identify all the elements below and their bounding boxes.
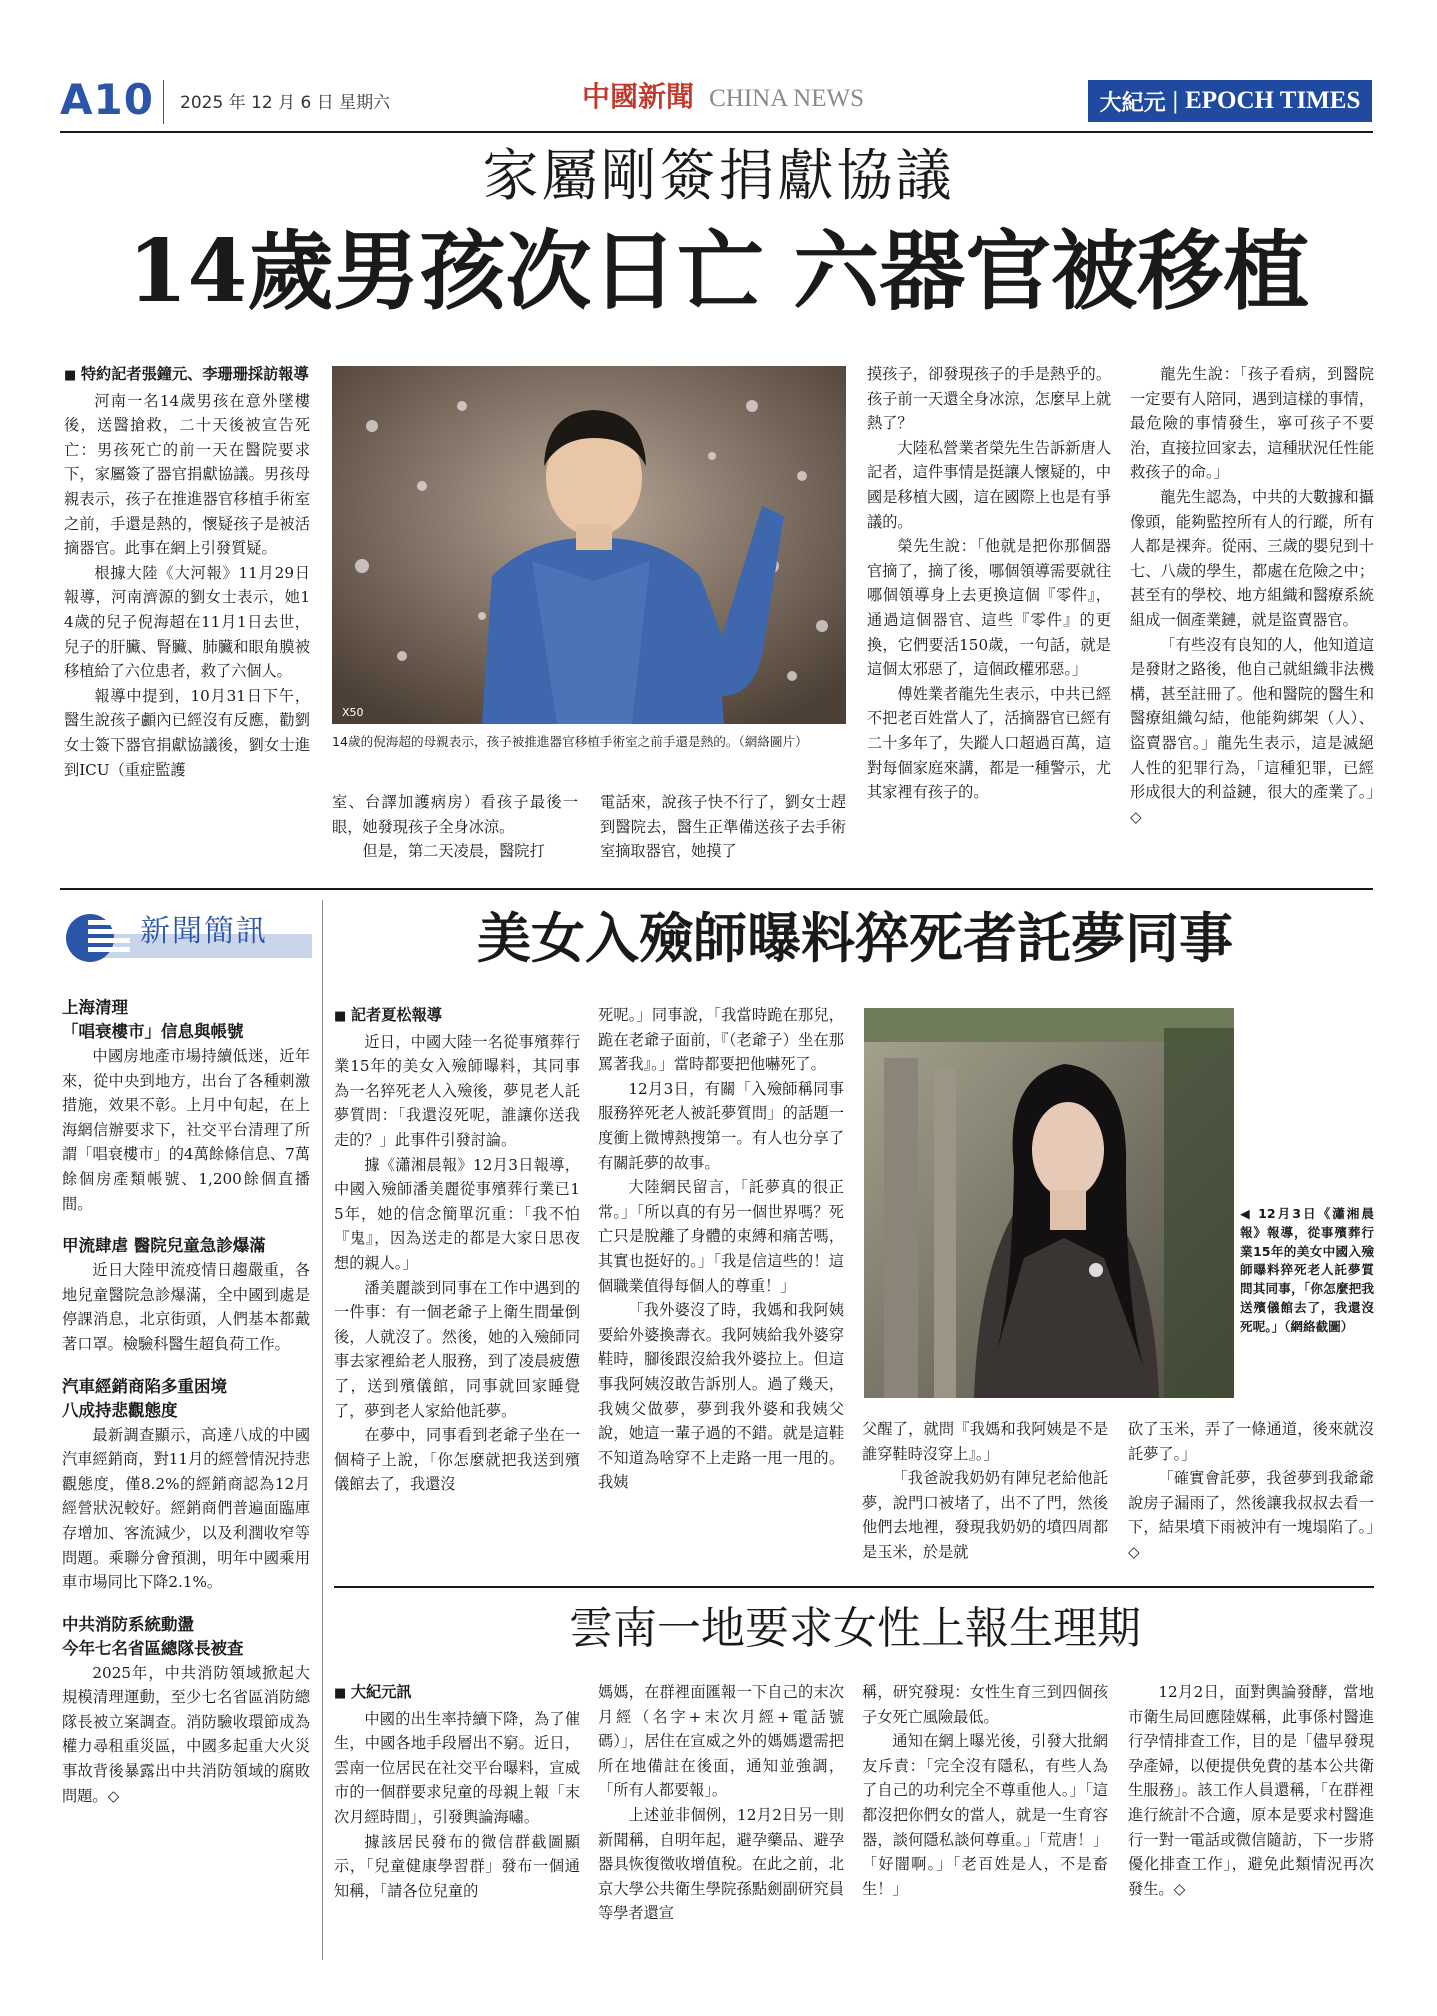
brief-headline: 「唱衰樓市」信息與帳號 [62,1022,244,1041]
story2-paragraph: 據《瀟湘晨報》12月3日報導，中國入殮師潘美麗從事殯葬行業已15年，她的信念簡單沉重：「我不怕『鬼』，因為送走的都是大家日思夜想的親人。」 [334,1155,580,1272]
story2-paragraph: 死呢。」同事說，「我當時跪在那兒，跪在老爺子面前，『（老爺子）坐在那罵著我』。」當時都要把他嚇死了。 [598,1006,844,1074]
brief-body: 最新調查顯示，高達八成的中國汽車經銷商，對11月的經營情況持悲觀態度，僅8.2%的經銷商認為12月經營狀況較好。經銷商們普遍面臨庫存增加、客流減少，以及利潤收窄等問題。乘聯分會預測，明年中國乘用車市場同比下降2.1%。 [62,1425,310,1592]
story2-paragraph: 近日，中國大陸一名從事殯葬行業15年的美女入殮師曝料，其同事為一名猝死老人入殮後，夢見老人託夢質問：「我還沒死呢，誰讓你送我走的？」此事件引發討論。 [334,1032,580,1149]
header-rule [60,131,1373,133]
story2-col1 [334,1003,580,1569]
story2-col4 [1128,1417,1374,1569]
story2-paragraph: 砍了玉米，弄了一條通道，後來就沒託夢了。」 [1128,1420,1374,1463]
story1-paragraph: 河南一名14歲男孩在意外墜樓後，送醫搶救，二十天後被宣告死亡：男孩死亡的前一天在醫院要求下，家屬簽了器官捐獻協議。男孩母親表示，孩子在推進器官移植手術室之前，手還是熱的，懷疑孩子是被活摘器官。此事在網上引發質疑。 [64,391,310,558]
story1-col4 [867,362,1111,878]
story1-col2 [332,790,578,878]
story1-paragraph: 室、台譯加護病房）看孩子最後一眼，她發現孩子全身冰涼。 [332,793,578,836]
story2-col2 [598,1003,844,1569]
story1-paragraph: 榮先生說：「他就是把你那個器官摘了，摘了後，哪個領導需要就往哪個領導身上去更換這個『零件』，通過這個器官、這些『零件』的更換，它們要活150歲，一句話，就是這個太邪惡了，這個政權邪惡。」 [867,537,1111,679]
boy-photo [332,366,846,724]
story1-col3 [600,790,846,878]
logo-cn: 大紀元 [1099,89,1166,116]
story3-paragraph: 通知在網上曝光後，引發大批網友斥責：「完全沒有隱私，有些人為了自己的功利完全不尊重他人。」「這都沒把你們女的當人，就是一生育容器，談何隱私談何尊重。」「荒唐！」「好闇啊。」「老百姓是人，不是畜生！」 [862,1732,1108,1898]
story3-col3 [862,1680,1108,1956]
brief-headline: 今年七名省區總隊長被查 [62,1638,244,1658]
masthead-logo [1088,80,1372,122]
story1-photo-caption: 14歲的倪海超的母親表示，孩子被推進器官移植手術室之前手還是熱的。（網絡圖片） [332,734,808,749]
briefs-title: 新聞簡訊 [140,914,268,949]
brief-body: 2025年，中共消防領域掀起大規模清理運動，至少七名省區消防總隊長被立案調查。消防驗收環節成為權力尋租重災區，中國多起重大火災事故背後暴露出中共消防領域的腐敗問題。◇ [62,1663,310,1805]
story2-paragraph: 在夢中，同事看到老爺子坐在一個椅子上說，「你怎麼就把我送到殯儀館去了，我還沒 [334,1426,580,1494]
story2-paragraph: 「我爸說我奶奶有陣兒老給他託夢，說門口被堵了，出不了門，然後他們去地裡，發現我奶奶的墳四周都是玉米，於是就 [862,1469,1108,1561]
story2-paragraph: 12月3日，有關「入殮師稱同事服務猝死老人被託夢質問」的話題一度衝上微博熱搜第一。有人也分享了有關託夢的故事。 [598,1079,844,1172]
story1-headline: 14歲男孩次日亡 六器官被移植 [127,221,1310,322]
brief-headline: 甲流肆虐 醫院兒童急診爆滿 [62,1236,266,1256]
brief-body: 中國房地產市場持續低迷，近年來，從中央到地方，出台了各種刺激措施，效果不彰。上月中旬起，在上海網信辦要求下，社交平台清理了所謂「唱衰樓市」的4萬餘條信息、7萬餘個房產類帳號、1,200餘個直播間。 [62,1047,310,1213]
story2-col3 [862,1417,1108,1569]
brief-body: 近日大陸甲流疫情日趨嚴重，各地兒童醫院急診爆滿，全中國到處是停課消息，北京街頭，人們基本都戴著口罩。檢驗科醫生超負荷工作。 [62,1261,310,1353]
story1-paragraph: 「有些沒有良知的人，他知道這是發財之路後，他自己就組織非法機構，甚至註冊了。他和醫院的醫生和醫療組織勾結，他能夠綁架（人）、盜賣器官。」龍先生表示，這是滅絕人性的犯罪行為，「這種犯罪，已經形成很大的利益鏈，很大的產業了。」◇ [1130,635,1374,826]
logo-separator: | [1171,88,1180,114]
column-divider [322,900,323,1960]
photo-watermark: X50 [342,706,364,719]
brief-headline: 八成持悲觀態度 [62,1400,178,1420]
story3-paragraph: 媽媽，在群裡面匯報一下自己的末次月經（名字+末次月經+電話號碼）」，居住在宣威之外的媽媽還需把所在地備註在後面，通知並強調，「所有人都要報」。 [598,1683,844,1800]
story1-paragraph: 報導中提到，10月31日下午，醫生說孩子顱內已經沒有反應，勸劉女士簽下器官捐獻協議後，劉女士進到ICU（重症監護 [64,686,310,779]
story1-kicker: 家屬剛簽捐獻協議 [482,144,955,209]
story1-col1 [64,362,310,878]
briefs-list [62,996,310,1826]
brief-item [62,1375,310,1595]
story3-paragraph: 稱，研究發現：女性生育三到四個孩子女死亡風險最低。 [862,1683,1108,1726]
story1-paragraph: 大陸私營業者榮先生告訴新唐人記者，這件事情是挺讓人懷疑的，中國是移植大國，這在國際上也是有爭議的。 [867,438,1111,531]
logo-en: EPOCH TIMES [1185,87,1361,114]
section-title-cn: 中國新聞 [582,80,695,113]
story3-headline: 雲南一地要求女性上報生理期 [569,1603,1141,1654]
issue-date: 2025 年 12 月 6 日 星期六 [180,93,391,113]
story3-col4 [1128,1680,1374,1956]
brief-headline: 汽車經銷商陷多重困境 [62,1376,227,1396]
story1-col5 [1130,362,1374,878]
section-title-en: CHINA NEWS [709,85,864,112]
story3-paragraph: 上述並非個例，12月2日另一則新聞稱，自明年起，避孕藥品、避孕器具恢復徵收增值稅。在此之前，北京大學公共衛生學院孫點劍副研究員等學者還宣 [598,1805,844,1923]
page-number: A10 [60,75,154,124]
story3-col1 [334,1680,580,1956]
story1-paragraph: 但是，第二天凌晨，醫院打 [362,842,545,861]
brief-item [62,996,310,1216]
story2-byline: ■ 記者夏松報導 [334,1003,580,1030]
story2-paragraph: 「我外婆沒了時，我媽和我阿姨要給外婆換壽衣。我阿姨給我外婆穿鞋時，腳後跟沒給我外婆拉上。但這事我阿姨沒敢告訴別人。過了幾天，我姨父做夢，夢到我外婆和我姨父說，她這一輩子過的不錯。就是這鞋不知道為啥穿不上走路一甩一甩的。我姨 [598,1301,844,1492]
brief-headline: 上海清理 [62,998,128,1017]
brief-item [62,1234,310,1356]
story1-paragraph: 龍先生認為，中共的大數據和攝像頭，能夠監控所有人的行蹤，所有人都是裸奔。從兩、三歲的嬰兒到十七、八歲的學生，都處在危險之中；甚至有的學校、地方組織和醫療系統組成一個產業鏈，就是盜賣器官。 [1130,487,1374,629]
story1-byline: ■ 特約記者張鐘元、李珊珊採訪報導 [64,362,310,389]
story3-paragraph: 12月2日，面對輿論發酵，當地市衛生局回應陸媒稱，此事係村醫進行孕情排查工作，目的是「儘早發現孕產婦，以便提供免費的基本公共衛生服務」。該工作人員還稱，「在群裡進行統計不合適，原本是要求村醫進行一對一電話或微信隨訪，下一步將優化排查工作」，避免此類情況再次發生。◇ [1128,1683,1374,1898]
section-rule [60,888,1373,890]
story3-paragraph: 中國的出生率持續下降，為了催生，中國各地手段層出不窮。近日，雲南一位居民在社交平台曝料，宣威市的一個群要求兒童的母親上報「末次月經時間」，引發輿論海嘯。 [334,1709,580,1826]
story2-paragraph: 大陸網民留言，「託夢真的很正常。」「所以真的有另一個世界嗎？死亡只是脫離了身體的束縛和痛苦嗎，其實也挺好的。」「我是信這些的！這個職業值得每個人的尊重！」 [598,1178,844,1295]
mortician-photo-image [864,1008,1234,1398]
story2-paragraph: 「確實會託夢，我爸夢到我爺爺說房子漏雨了，然後讓我叔叔去看一下，結果墳下雨被沖有一塊塌陷了。」◇ [1128,1469,1374,1561]
brief-headline: 中共消防系統動盪 [62,1614,194,1634]
story3-byline: ■ 大紀元訊 [334,1680,580,1707]
header-divider [163,80,164,124]
brief-item [62,1613,310,1809]
story1-paragraph: 摸孩子，卻發現孩子的手是熱乎的。孩子前一天還全身冰涼，怎麼早上就熱了？ [867,365,1111,433]
story1-paragraph: 根據大陸《大河報》11月29日報導，河南濟源的劉女士表示，她14歲的兒子倪海超在11月1日去世，兒子的肝臟、腎臟、肺臟和眼角膜被移植給了六位患者，救了六個人。 [64,563,310,681]
mortician-photo [864,1008,1234,1398]
story3-paragraph: 據該居民發布的微信群截圖顯示，「兒童健康學習群」發布一個通知稱，「請各位兒童的 [334,1832,580,1900]
story1-paragraph: 龍先生說：「孩子看病，到醫院一定要有人陪同，遇到這樣的事情，最危險的事情發生，寧可孩子不要治，直接拉回家去，這種狀況任性能救孩子的命。」 [1130,365,1374,482]
story1-paragraph: 電話來，說孩子快不行了，劉女士趕到醫院去，醫生正準備送孩子去手術室摘取器官，她摸了 [600,793,846,861]
story3-col2 [598,1680,844,1956]
story1-paragraph: 傅姓業者龍先生表示，中共已經不把老百姓當人了，活摘器官已經有二十多年了，失蹤人口超過百萬，這對每個家庭來講，都是一種警示，尤其家裡有孩子的。 [867,684,1111,802]
section-title [582,75,864,115]
story2-headline: 美女入殮師曝料猝死者託夢同事 [477,907,1233,970]
story2-paragraph: 潘美麗談到同事在工作中遇到的一件事：有一個老爺子上衛生間暈倒後，人就沒了。然後，她的入殮師同事去家裡給老人服務，到了凌晨疲憊了，送到殯儀館，同事就回家睡覺了，夢到老人家給他託夢。 [334,1278,580,1420]
boy-photo-image [332,366,846,724]
section-rule [334,1586,1374,1588]
story2-paragraph: 父醒了，就問『我媽和我阿姨是不是誰穿鞋時沒穿上』。」 [862,1420,1108,1463]
story2-photo-caption: ◀ 12月3日《瀟湘晨報》報導，從事殯葬行業15年的美女中國入殮師曝料猝死老人託夢質問其同事，「你怎麼把我送殯儀館去了，我還沒死呢。」（網絡截圖） [1240,1206,1374,1334]
